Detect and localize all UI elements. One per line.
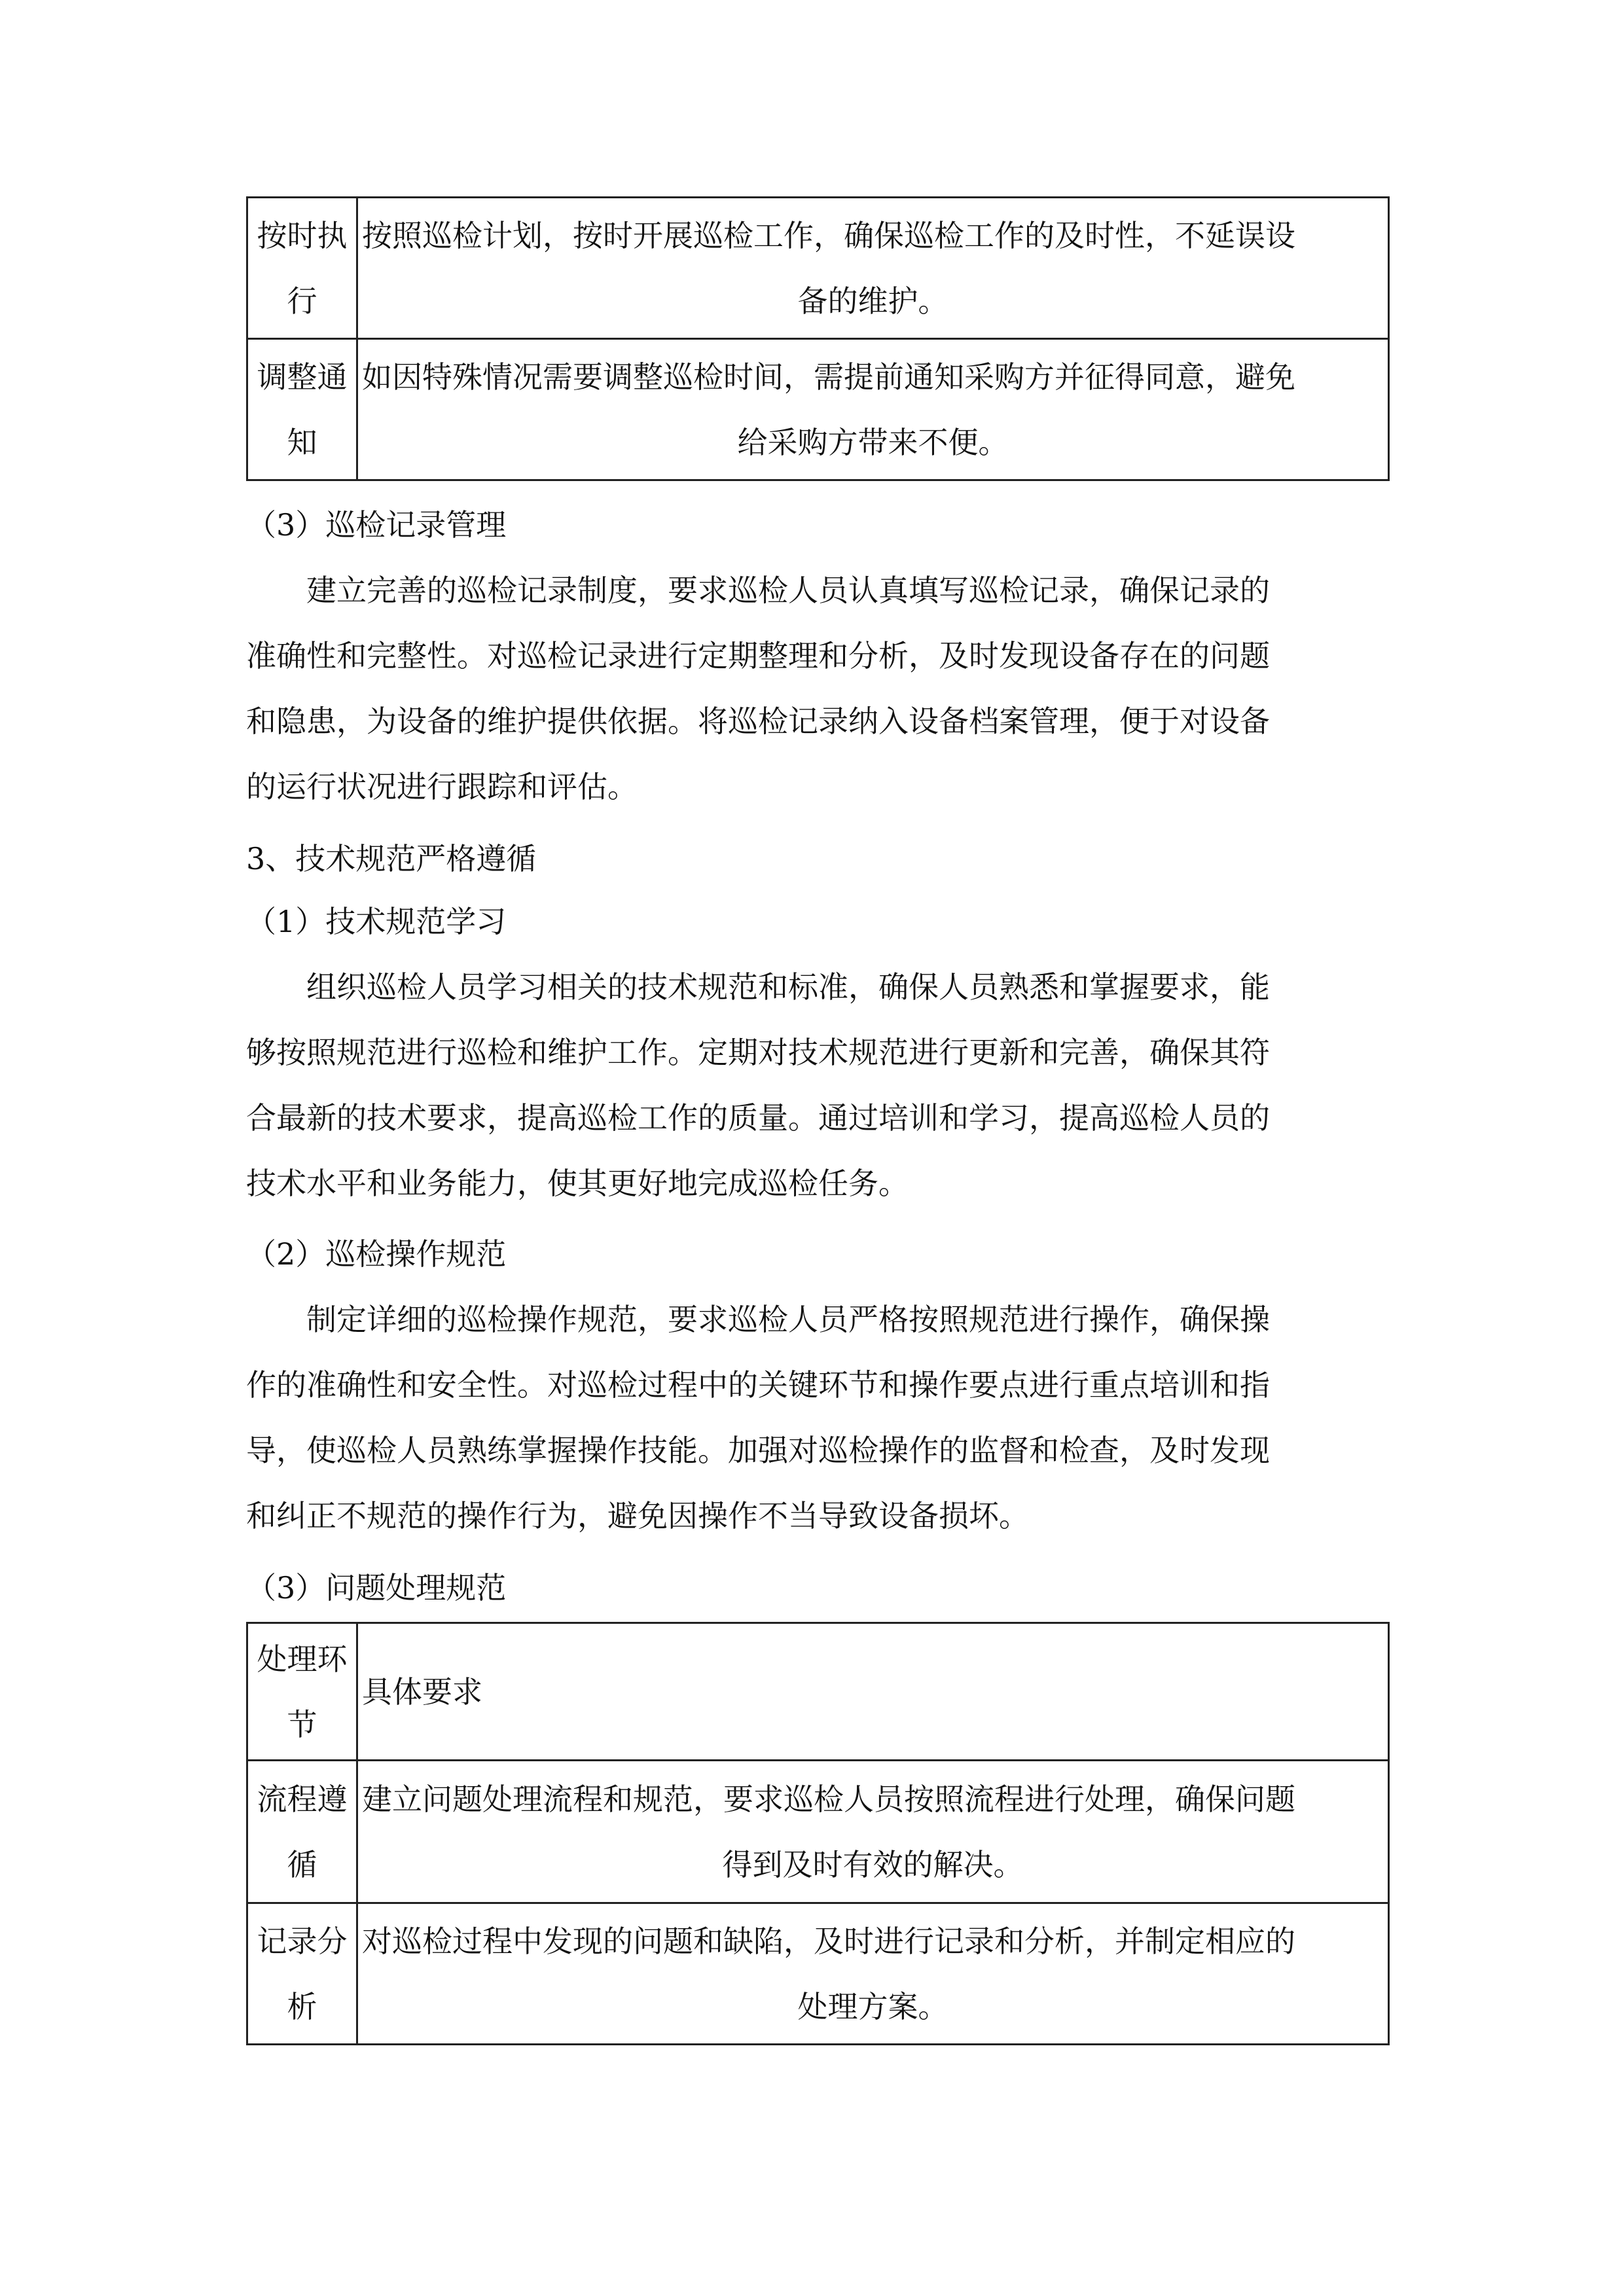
paragraph-line: 制定详细的巡检操作规范，要求巡检人员严格按照规范进行操作，确保操 — [306, 1302, 1270, 1337]
paragraph-line: 合最新的技术要求，提高巡检工作的质量。通过培训和学习，提高巡检人员的 — [246, 1100, 1270, 1136]
paragraph-line: 准确性和完整性。对巡检记录进行定期整理和分析，及时发现设备存在的问题 — [246, 638, 1270, 673]
row-content — [357, 339, 1389, 480]
paragraph-line: 作的准确性和安全性。对巡检过程中的关键环节和操作要点进行重点培训和指 — [246, 1367, 1270, 1403]
paragraph-line: 建立完善的巡检记录制度，要求巡检人员认真填写巡检记录，确保记录的 — [306, 573, 1270, 608]
row-label — [247, 1903, 357, 2045]
problem-handling-table — [246, 1622, 1390, 2045]
table-row — [247, 1903, 1389, 2045]
row-content-line1: 建立问题处理流程和规范，要求巡检人员按照流程进行处理，确保问题 — [362, 1781, 1295, 1817]
row-label-line2: 析 — [287, 1988, 317, 2024]
section-heading-operation-standards: （2）巡检操作规范 — [246, 1236, 507, 1272]
section-heading-record-management: （3）巡检记录管理 — [246, 507, 507, 543]
section-heading-problem-handling: （3）问题处理规范 — [246, 1570, 507, 1605]
row-label-line2: 行 — [287, 283, 317, 319]
row-content-line2: 得到及时有效的解决。 — [722, 1846, 1024, 1882]
section-heading-tech-standards: 3、技术规范严格遵循 — [246, 841, 537, 876]
row-label-line1: 记录分 — [257, 1923, 348, 1959]
row-content-line2: 给采购方带来不便。 — [737, 424, 1009, 460]
row-label-line1: 调整通 — [257, 359, 348, 395]
row-label-line2: 循 — [287, 1846, 317, 1882]
paragraph-line: 导，使巡检人员熟练掌握操作技能。加强对巡检操作的监督和检查，及时发现 — [246, 1433, 1270, 1468]
header-label — [247, 1623, 357, 1761]
paragraph-operation-standards — [246, 1287, 1388, 1549]
row-label — [247, 339, 357, 480]
paragraph-line: 组织巡检人员学习相关的技术规范和标准，确保人员熟悉和掌握要求，能 — [306, 969, 1270, 1005]
row-label-line1: 按时执 — [257, 217, 348, 253]
table-row — [247, 198, 1389, 339]
table-row — [247, 339, 1389, 480]
paragraph-line: 和隐患，为设备的维护提供依据。将巡检记录纳入设备档案管理，便于对设备 — [246, 704, 1270, 739]
row-content — [357, 1903, 1389, 2045]
inspection-schedule-table — [246, 196, 1390, 481]
row-content-line1: 对巡检过程中发现的问题和缺陷，及时进行记录和分析，并制定相应的 — [362, 1923, 1295, 1959]
row-content-line1: 按照巡检计划，按时开展巡检工作，确保巡检工作的及时性，不延误设 — [362, 217, 1295, 253]
row-content-line1: 如因特殊情况需要调整巡检时间，需提前通知采购方并征得同意，避免 — [362, 359, 1295, 395]
header-content: 具体要求 — [357, 1623, 1389, 1761]
row-label — [247, 1761, 357, 1903]
row-content — [357, 198, 1389, 339]
header-label-line2: 节 — [287, 1706, 317, 1742]
row-label-line2: 知 — [287, 424, 317, 460]
row-label-line1: 流程遵 — [257, 1781, 348, 1817]
paragraph-line: 的运行状况进行跟踪和评估。 — [246, 769, 638, 804]
header-label-line1: 处理环 — [257, 1641, 348, 1677]
paragraph-standards-study — [246, 954, 1388, 1216]
section-heading-standards-study: （1）技术规范学习 — [246, 904, 507, 939]
paragraph-line: 够按照规范进行巡检和维护工作。定期对技术规范进行更新和完善，确保其符 — [246, 1035, 1270, 1070]
table-row — [247, 1761, 1389, 1903]
row-label — [247, 198, 357, 339]
paragraph-record-management — [246, 558, 1388, 819]
row-content-line2: 处理方案。 — [797, 1988, 948, 2024]
table-header-row — [247, 1623, 1389, 1761]
paragraph-line: 和纠正不规范的操作行为，避免因操作不当导致设备损坏。 — [246, 1498, 1029, 1534]
row-content — [357, 1761, 1389, 1903]
row-content-line2: 备的维护。 — [797, 283, 948, 319]
paragraph-line: 技术水平和业务能力，使其更好地完成巡检任务。 — [246, 1166, 909, 1201]
